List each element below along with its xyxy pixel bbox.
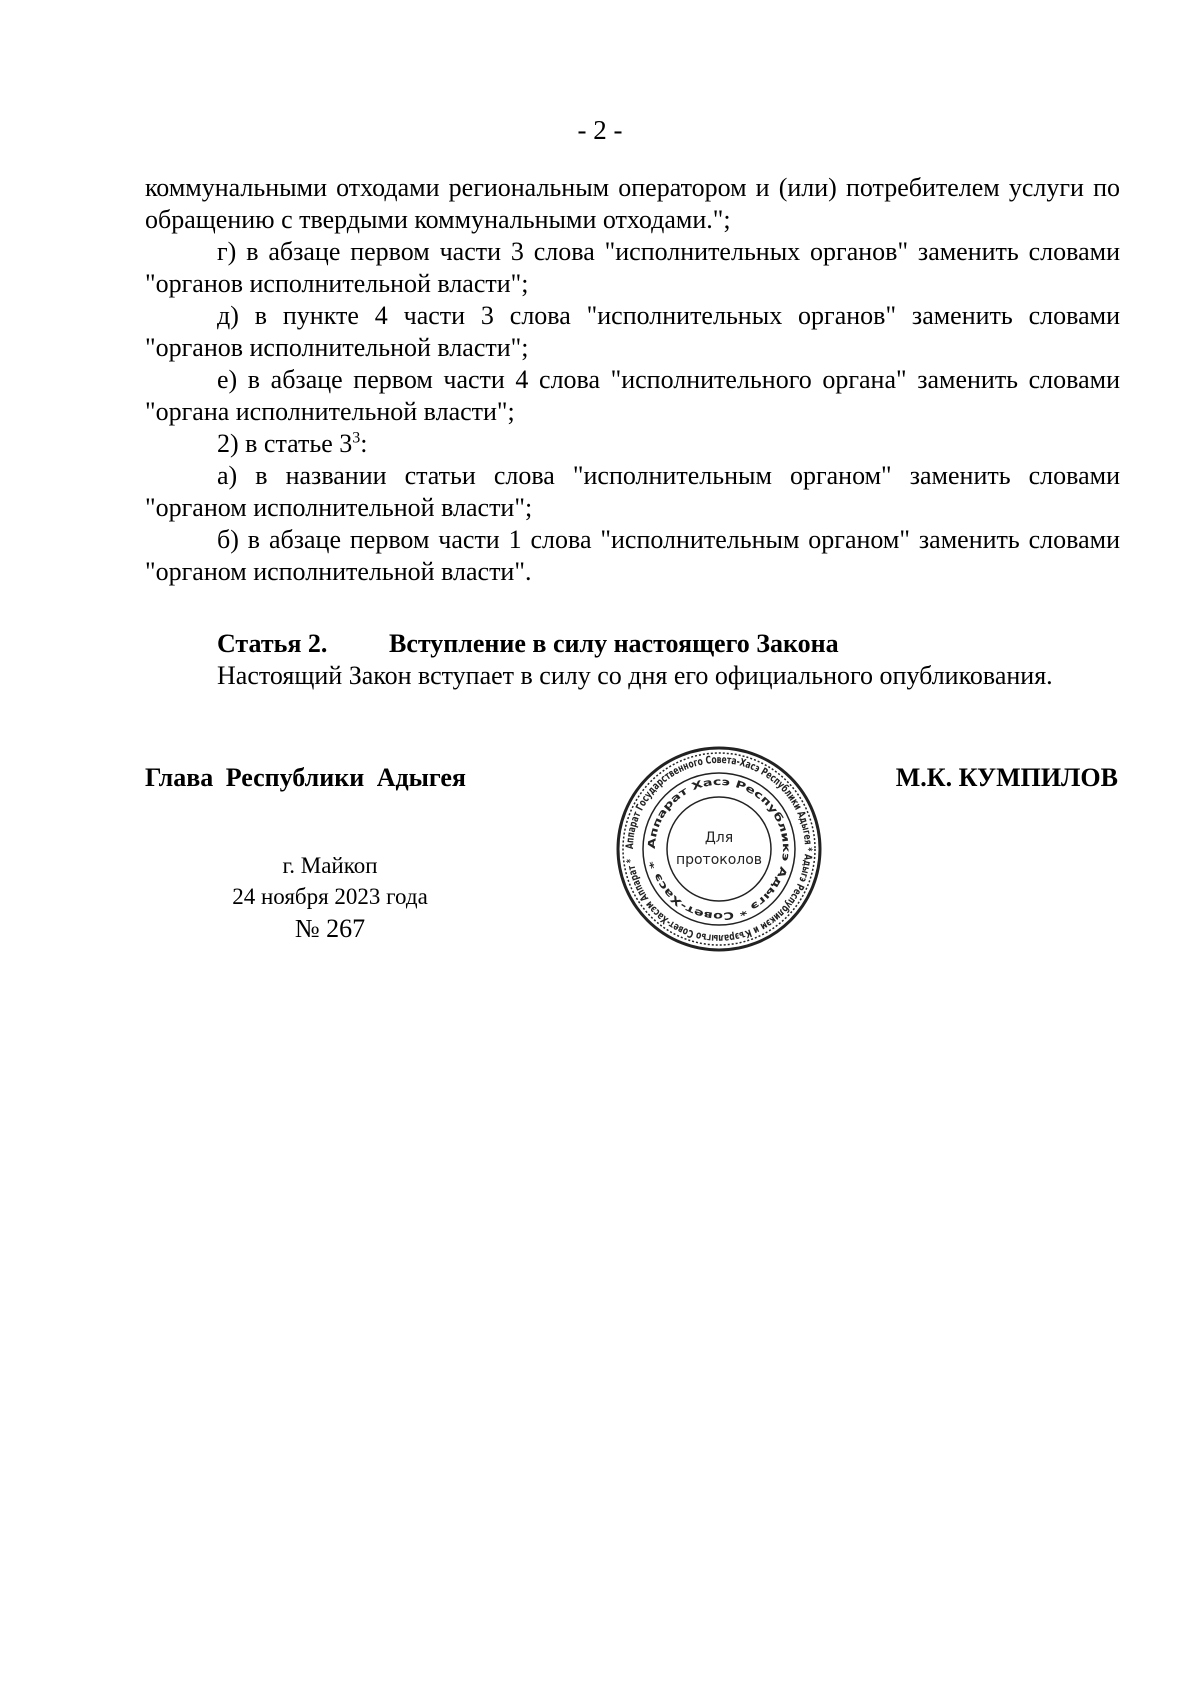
place-and-date: [205, 850, 455, 945]
article-text: Настоящий Закон вступает в силу со дня его официального опубликования.: [217, 661, 1053, 690]
page-number: - 2 -: [577, 115, 623, 145]
official-stamp-icon: [614, 744, 824, 954]
stamp-outer-text: Аппарат Государственного Совета-Хасэ Республики Адыгея * Адыгэ Республикэм и Къэралыгъо Совет-Хасэм Аппарат *: [623, 753, 815, 945]
svg-text:Аппарат Хасэ Республикэ Адыгэ: [647, 777, 791, 921]
item-2-suffix: :: [360, 429, 368, 458]
paragraph-continuation: коммунальными отходами региональным оператором и (или) потребителем услуги по обращению с твердыми коммунальными отходами.";: [145, 173, 1120, 234]
stamp-center-line2: протоколов: [675, 852, 763, 868]
stamp-inner-text: Аппарат Хасэ Республикэ Адыгэ * Совет-Хасэ *: [646, 776, 792, 922]
paragraph-item-g: г) в абзаце первом части 3 слова "исполнительных органов" заменить словами "органов исполнительной власти";: [145, 237, 1120, 298]
article-number: Статья 2.: [217, 629, 328, 658]
item-2-superscript: 3: [352, 429, 361, 447]
stamp-center-line1: Для: [704, 830, 734, 846]
date: 24 ноября 2023 года: [232, 884, 428, 909]
document-body: [145, 172, 1120, 588]
paragraph-item-a: а) в названии статьи слова "исполнительным органом" заменить словами "органом исполнительной власти";: [145, 461, 1120, 522]
paragraph-item-b: б) в абзаце первом части 1 слова "исполнительным органом" заменить словами "органом исполнительной власти".: [145, 525, 1120, 586]
paragraph-item-e: е) в абзаце первом части 4 слова "исполнительного органа" заменить словами "органа исполнительной власти";: [145, 365, 1120, 426]
paragraph-item-d: д) в пункте 4 части 3 слова "исполнительных органов" заменить словами "органов исполнительной власти";: [145, 301, 1120, 362]
article-2: [217, 628, 1117, 692]
law-number: № 267: [294, 914, 366, 943]
signatory-name: М.К. КУМПИЛОВ: [895, 763, 1118, 792]
article-title: Вступление в силу настоящего Закона: [389, 629, 839, 658]
city: г. Майкоп: [282, 853, 378, 878]
item-2-text: 2) в статье 3: [217, 429, 353, 458]
article-heading: [217, 628, 1117, 660]
signatory-position: Глава Республики Адыгея: [145, 763, 466, 792]
paragraph-item-2: [145, 428, 1120, 460]
